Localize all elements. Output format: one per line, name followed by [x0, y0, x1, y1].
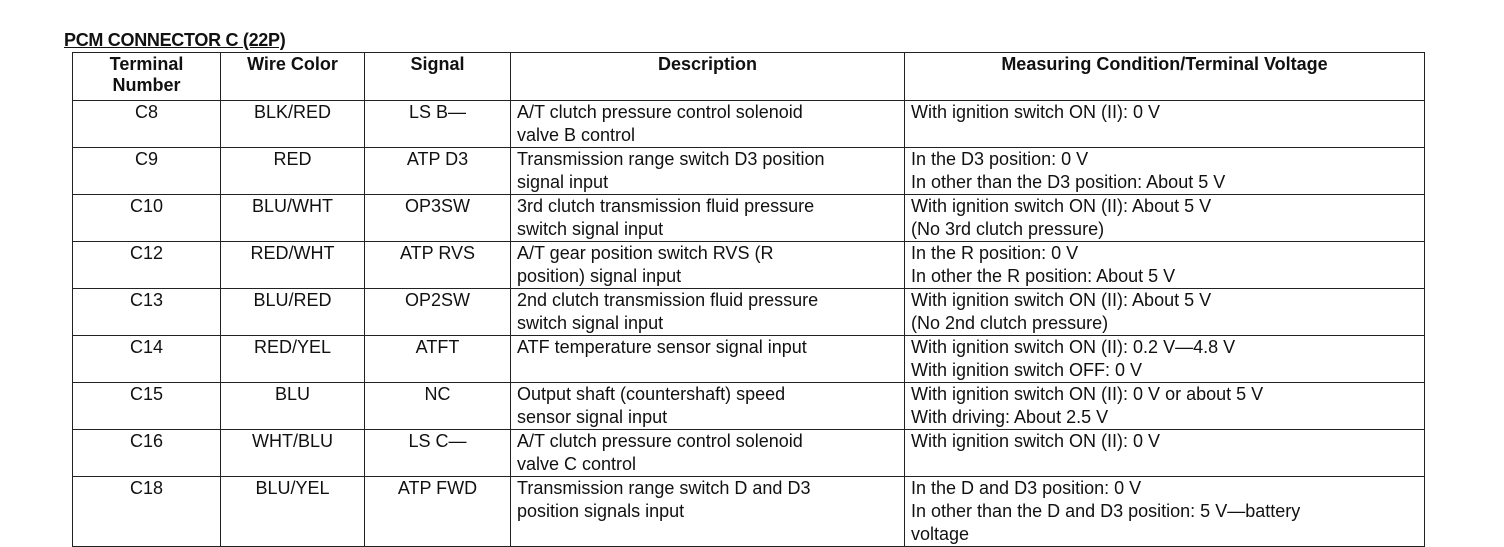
- description-cell: [511, 383, 905, 430]
- table-row: [73, 336, 1425, 383]
- description-line: Transmission range switch D and D3: [517, 478, 811, 498]
- measuring-condition-cell: [905, 430, 1425, 477]
- description-cell: [511, 101, 905, 148]
- header-terminal-line1: Terminal: [109, 54, 184, 74]
- measuring-condition-cell: [905, 242, 1425, 289]
- terminal-number-cell: C8: [73, 101, 221, 148]
- wire-color-cell: BLU/YEL: [221, 477, 365, 547]
- table-row: [73, 383, 1425, 430]
- measuring-line: In other the R position: About 5 V: [911, 266, 1176, 286]
- measuring-line: With ignition switch ON (II): 0 V: [911, 431, 1161, 451]
- signal-cell: NC: [365, 383, 511, 430]
- description-cell: [511, 430, 905, 477]
- wire-color-cell: BLU/RED: [221, 289, 365, 336]
- terminal-number-cell: C16: [73, 430, 221, 477]
- description-line: A/T clutch pressure control solenoid: [517, 431, 803, 451]
- header-terminal-number: [73, 53, 221, 101]
- table-row: [73, 289, 1425, 336]
- measuring-line: With ignition switch OFF: 0 V: [911, 360, 1143, 380]
- signal-cell: OP2SW: [365, 289, 511, 336]
- description-line: switch signal input: [517, 313, 664, 333]
- description-line: sensor signal input: [517, 407, 668, 427]
- wire-color-cell: RED/WHT: [221, 242, 365, 289]
- wire-color-cell: RED/YEL: [221, 336, 365, 383]
- description-cell: [511, 289, 905, 336]
- description-line: valve C control: [517, 454, 637, 474]
- terminal-number-cell: C12: [73, 242, 221, 289]
- description-line: signal input: [517, 172, 609, 192]
- terminal-number-cell: C14: [73, 336, 221, 383]
- description-line: A/T gear position switch RVS (R: [517, 243, 774, 263]
- header-terminal-line2: Number: [112, 75, 181, 95]
- description-line: 3rd clutch transmission fluid pressure: [517, 196, 815, 216]
- signal-cell: LS B—: [365, 101, 511, 148]
- measuring-condition-cell: [905, 477, 1425, 547]
- description-line: Transmission range switch D3 position: [517, 149, 825, 169]
- measuring-condition-cell: [905, 148, 1425, 195]
- measuring-condition-cell: [905, 195, 1425, 242]
- measuring-line: With driving: About 2.5 V: [911, 407, 1109, 427]
- measuring-line: With ignition switch ON (II): About 5 V: [911, 290, 1212, 310]
- description-line: ATF temperature sensor signal input: [517, 337, 807, 357]
- description-cell: [511, 477, 905, 547]
- terminal-number-cell: C10: [73, 195, 221, 242]
- page-title: PCM CONNECTOR C (22P): [64, 30, 286, 50]
- measuring-line: With ignition switch ON (II): 0 V or about 5 V: [911, 384, 1264, 404]
- table-body: [73, 101, 1425, 547]
- description-line: A/T clutch pressure control solenoid: [517, 102, 803, 122]
- table-row: [73, 477, 1425, 547]
- description-line: valve B control: [517, 125, 636, 145]
- description-line: 2nd clutch transmission fluid pressure: [517, 290, 819, 310]
- measuring-condition-cell: [905, 336, 1425, 383]
- description-cell: [511, 195, 905, 242]
- table-row: [73, 242, 1425, 289]
- measuring-condition-cell: [905, 383, 1425, 430]
- terminal-number-cell: C15: [73, 383, 221, 430]
- wire-color-cell: BLU/WHT: [221, 195, 365, 242]
- description-line: position signals input: [517, 501, 685, 521]
- measuring-line: (No 3rd clutch pressure): [911, 219, 1105, 239]
- signal-cell: ATP RVS: [365, 242, 511, 289]
- header-signal: Signal: [365, 53, 511, 101]
- connector-table: [72, 52, 1425, 547]
- wire-color-cell: RED: [221, 148, 365, 195]
- measuring-line: With ignition switch ON (II): About 5 V: [911, 196, 1212, 216]
- measuring-line: In the D3 position: 0 V: [911, 149, 1089, 169]
- terminal-number-cell: C18: [73, 477, 221, 547]
- measuring-line: In the R position: 0 V: [911, 243, 1079, 263]
- measuring-line: voltage: [911, 524, 970, 544]
- measuring-condition-cell: [905, 289, 1425, 336]
- signal-cell: OP3SW: [365, 195, 511, 242]
- measuring-condition-cell: [905, 101, 1425, 148]
- measuring-line: With ignition switch ON (II): 0.2 V—4.8 V: [911, 337, 1236, 357]
- description-line: position) signal input: [517, 266, 682, 286]
- header-row: [73, 53, 1425, 101]
- table-row: [73, 430, 1425, 477]
- measuring-line: With ignition switch ON (II): 0 V: [911, 102, 1161, 122]
- header-wire-color: Wire Color: [221, 53, 365, 101]
- measuring-line: In other than the D and D3 position: 5 V—battery: [911, 501, 1301, 521]
- header-description: Description: [511, 53, 905, 101]
- signal-cell: ATP D3: [365, 148, 511, 195]
- signal-cell: ATFT: [365, 336, 511, 383]
- measuring-line: (No 2nd clutch pressure): [911, 313, 1109, 333]
- terminal-number-cell: C13: [73, 289, 221, 336]
- table-row: [73, 148, 1425, 195]
- description-cell: [511, 242, 905, 289]
- wire-color-cell: WHT/BLU: [221, 430, 365, 477]
- header-measuring-condition: Measuring Condition/Terminal Voltage: [905, 53, 1425, 101]
- description-line: switch signal input: [517, 219, 664, 239]
- wire-color-cell: BLK/RED: [221, 101, 365, 148]
- measuring-line: In the D and D3 position: 0 V: [911, 478, 1142, 498]
- wire-color-cell: BLU: [221, 383, 365, 430]
- signal-cell: ATP FWD: [365, 477, 511, 547]
- description-cell: [511, 336, 905, 383]
- description-line: Output shaft (countershaft) speed: [517, 384, 786, 404]
- measuring-line: In other than the D3 position: About 5 V: [911, 172, 1226, 192]
- terminal-number-cell: C9: [73, 148, 221, 195]
- table-row: [73, 195, 1425, 242]
- table-row: [73, 101, 1425, 148]
- signal-cell: LS C—: [365, 430, 511, 477]
- description-cell: [511, 148, 905, 195]
